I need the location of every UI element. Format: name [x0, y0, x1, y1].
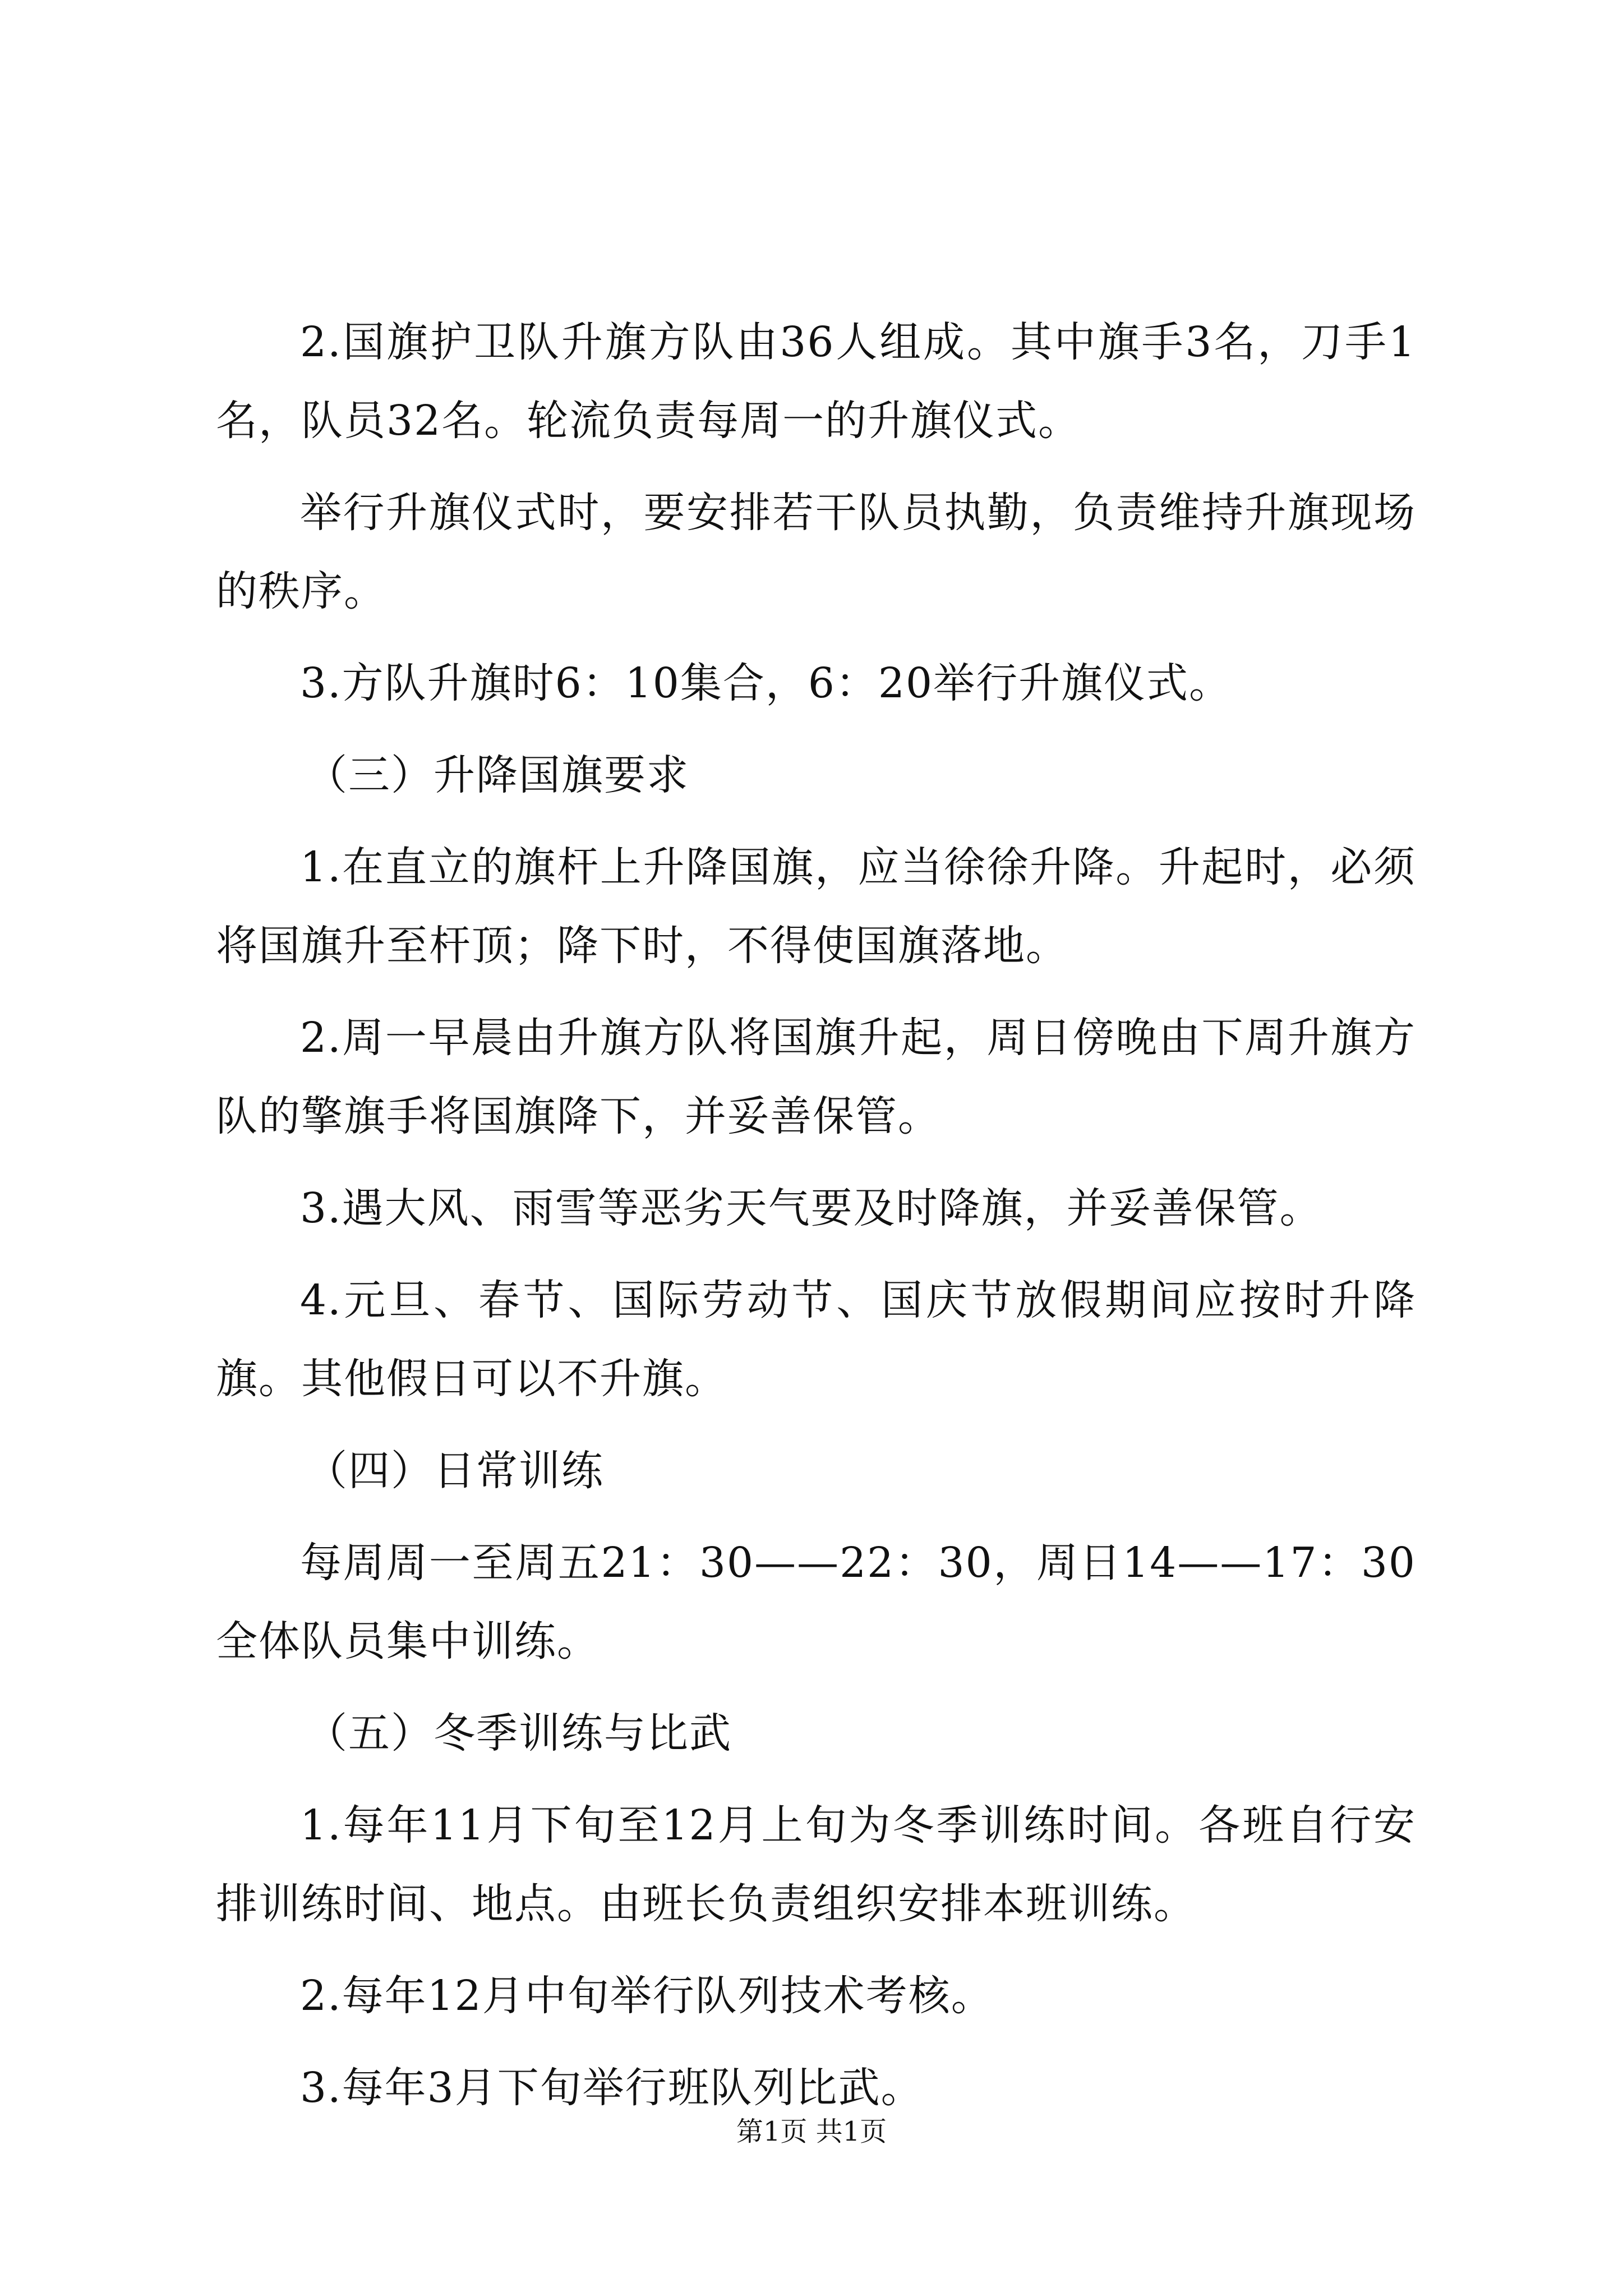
document-body	[216, 303, 1416, 2141]
paragraph-march-competition: 3.每年3月下旬举行班队列比武。	[300, 2064, 924, 2112]
section-heading-winter-training: （五）冬季训练与比武	[306, 1709, 732, 1757]
paragraph-holiday-rule: 4.元旦、春节、国际劳动节、国庆节放假期间应按时升降旗。其他假日可以不升旗。	[216, 1276, 1416, 1403]
paragraph-duty-order: 举行升旗仪式时，要安排若干队员执勤，负责维持升旗现场的秩序。	[216, 489, 1416, 615]
paragraph-weekly-schedule: 2.周一早晨由升旗方队将国旗升起，周日傍晚由下周升旗方队的擎旗手将国旗降下，并妥善保管。	[216, 1014, 1416, 1140]
page-footer	[0, 2115, 1623, 2148]
paragraph-weather-rule: 3.遇大风、雨雪等恶劣天气要及时降旗，并妥善保管。	[300, 1184, 1322, 1232]
paragraph-assembly-time: 3.方队升旗时6：10集合，6：20举行升旗仪式。	[300, 659, 1232, 707]
section-heading-daily-training: （四）日常训练	[306, 1447, 604, 1495]
paragraph-flag-team-composition: 2.国旗护卫队升旗方队由36人组成。其中旗手3名，刀手1名，队员32名。轮流负责每周一的升旗仪式。	[216, 318, 1416, 445]
paragraph-december-assessment: 2.每年12月中旬举行队列技术考核。	[300, 1972, 994, 2020]
paragraph-training-hours: 每周周一至周五21：30——22：30，周日14——17：30全体队员集中训练。	[216, 1539, 1416, 1665]
section-heading-flag-requirements: （三）升降国旗要求	[306, 751, 689, 799]
page-number-label: 第1页 共1页	[736, 2116, 887, 2147]
paragraph-winter-training-period: 1.每年11月下旬至12月上旬为冬季训练时间。各班自行安排训练时间、地点。由班长负责组织安排本班训练。	[216, 1801, 1416, 1928]
paragraph-raise-lower-rule: 1.在直立的旗杆上升降国旗，应当徐徐升降。升起时，必须将国旗升至杆顶；降下时，不得使国旗落地。	[216, 843, 1416, 970]
